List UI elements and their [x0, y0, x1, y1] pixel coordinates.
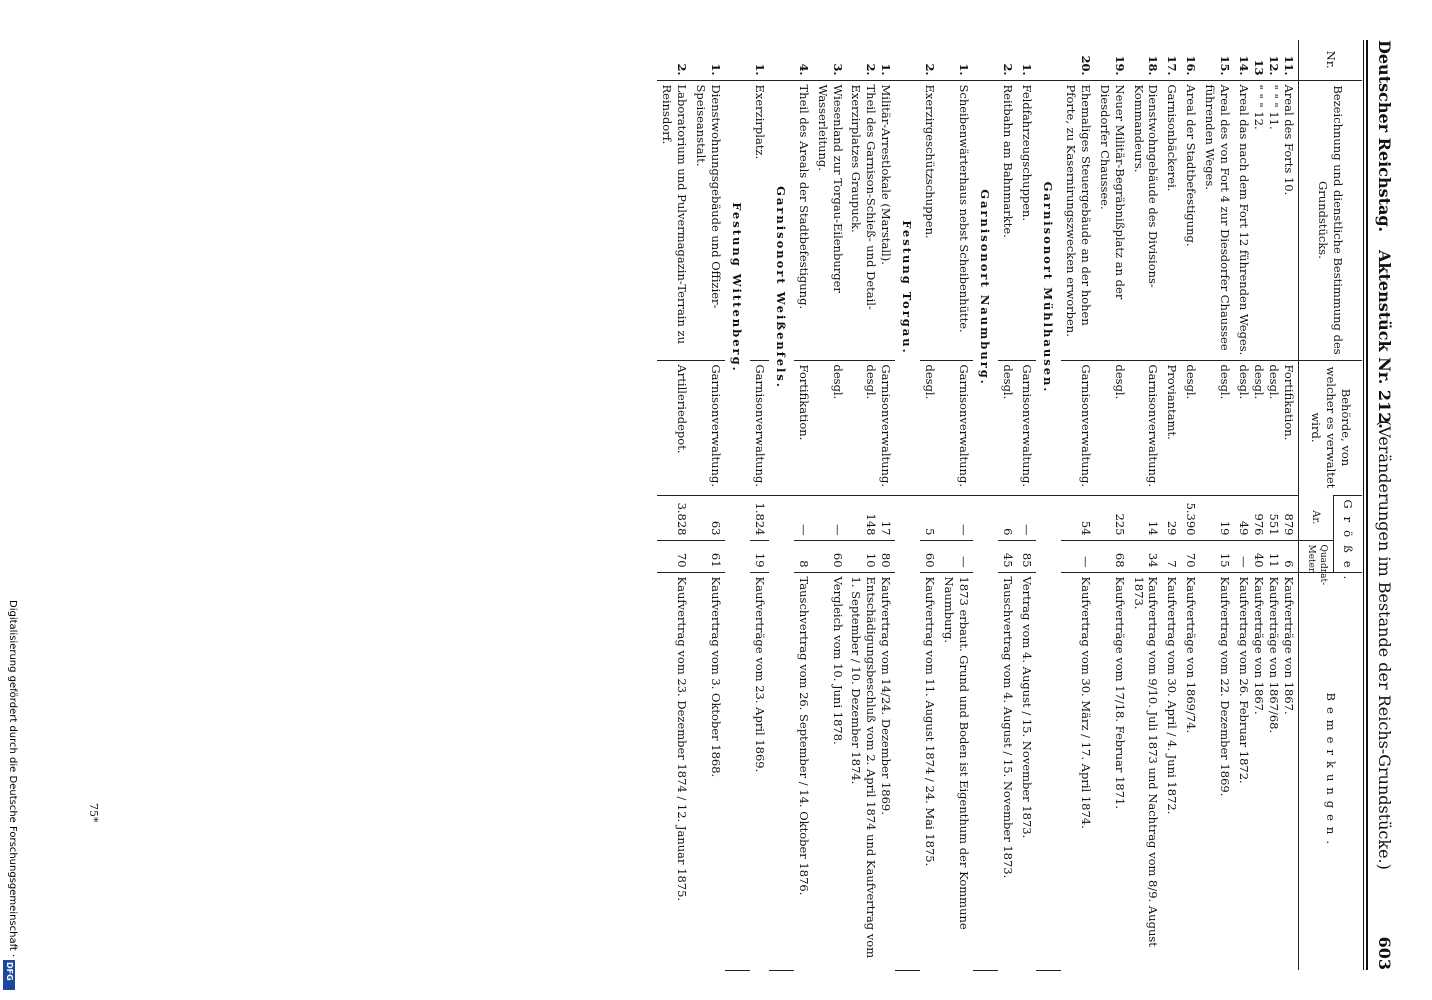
row-number: 20. — [1078, 55, 1093, 76]
table-row — [998, 40, 1017, 970]
table-row — [1200, 40, 1234, 970]
row-authority: desgl. — [1095, 360, 1129, 495]
col-description-header: Bezeichnung und dienstliche Bestimmung des Grundstücks. — [1299, 80, 1363, 360]
header-rule — [1366, 40, 1368, 970]
row-number: 18. — [1146, 55, 1161, 76]
row-remarks: Vertrag vom 4. August / 15. November 1873. — [1017, 572, 1036, 970]
section-row — [1036, 40, 1061, 970]
row-description: Garnisonbäckerei. — [1163, 80, 1182, 360]
row-area-ar: — — [813, 495, 847, 540]
section-spacer — [1036, 495, 1061, 970]
row-authority: Garnisonverwaltung. — [1129, 360, 1163, 495]
row-description: Neuer Militär-Begräbnißplatz an der Diesdorfer Chaussee. — [1095, 80, 1129, 360]
row-description: Theil des Areals der Stadtbefestigung. — [794, 80, 813, 360]
row-description: Areal des von Fort 4 zur Diesdorfer Chaussee führenden Weges. — [1200, 80, 1234, 360]
row-area-sqm: 60 — [920, 540, 939, 572]
table-row — [847, 40, 896, 970]
row-remarks: Kaufvertrag vom 9/10. Juli 1873 und Nachtrag vom 8/9. August 1873. — [1129, 572, 1163, 970]
row-remarks: Kaufverträge von 1869/74. — [1181, 572, 1200, 970]
rotated-document-sheet — [192, 0, 1402, 990]
row-authority: desgl. — [920, 360, 939, 495]
row-area-ar: 19 — [1200, 495, 1234, 540]
row-area-ar: 6 — [998, 495, 1017, 540]
section-title: Garnisonort Mühlhausen. — [1036, 80, 1061, 495]
row-area-sqm: 61 — [691, 540, 725, 572]
section-spacer — [725, 40, 750, 80]
row-number: 1. — [1019, 63, 1034, 76]
row-authority: Garnisonverwaltung. — [939, 360, 973, 495]
row-number: 3. — [830, 63, 845, 76]
section-row — [973, 40, 998, 970]
row-authority: Fortifikation. desgl. desgl. desgl. — [1234, 360, 1298, 495]
table-row — [794, 40, 813, 970]
page-stamp: 75* — [87, 803, 100, 823]
table-row — [1095, 40, 1129, 970]
page-number: 603 — [1375, 936, 1394, 970]
row-remarks: Tauschvertrag vom 4. August / 15. November 1873. — [998, 572, 1017, 970]
row-remarks: Kaufvertrag vom 14/24. Dezember 1869. Entschädigungsbeschluß vom 2. April 1874 und Kaufvertrag vom 1. September / 10. Dezember 1874. — [847, 572, 896, 970]
row-remarks: Kaufvertrag vom 22. Dezember 1869. — [1200, 572, 1234, 970]
row-area-sqm: 19 — [750, 540, 769, 572]
section-spacer — [895, 40, 920, 80]
row-area-ar: 17 148 — [847, 495, 896, 540]
credit-text: Digitalisierung gefördert durch die Deutsche Forschungsgemeinschaft · — [7, 600, 18, 958]
row-area-sqm: 85 — [1017, 540, 1036, 572]
row-number: 2. — [1001, 63, 1015, 76]
row-area-sqm: 15 — [1200, 540, 1234, 572]
row-area-sqm: 80 10 — [847, 540, 896, 572]
row-area-ar: 63 — [691, 495, 725, 540]
row-area-ar: — — [794, 495, 813, 540]
row-area-sqm: 45 — [998, 540, 1017, 572]
section-spacer — [769, 495, 794, 970]
row-number: 1. — [708, 63, 723, 76]
row-area-ar: — — [1017, 495, 1036, 540]
row-number: 19. — [1112, 55, 1127, 76]
section-spacer — [1036, 40, 1061, 80]
table-row — [939, 40, 973, 970]
row-remarks: Kaufverträge von 1867. Kaufverträge von 1867/68. Kaufverträge von 1867. Kaufvertrag vom 26. Februar 1872. — [1234, 572, 1298, 970]
section-title: Garnisonort Naumburg. — [973, 80, 998, 495]
table-row — [657, 40, 691, 970]
row-remarks: 1873 erbaut. Grund und Boden ist Eigenthum der Kommune Naumburg. — [939, 572, 973, 970]
row-authority: desgl. — [998, 360, 1017, 495]
row-area-sqm: 60 — [813, 540, 847, 572]
section-title: Garnisonort Weißenfels. — [769, 80, 794, 495]
row-remarks: Tauschvertrag vom 26. September / 14. Oktober 1876. — [794, 572, 813, 970]
row-authority: Garnisonverwaltung. — [750, 360, 769, 495]
row-remarks: Vergleich vom 10. Juni 1878. — [813, 572, 847, 970]
section-row — [895, 40, 920, 970]
row-area-ar: 3.828 — [657, 495, 691, 540]
table-header — [1299, 40, 1363, 970]
row-area-ar: 225 — [1095, 495, 1129, 540]
dfg-logo — [3, 960, 15, 990]
table-row — [813, 40, 847, 970]
row-remarks: Kaufvertrag vom 30. März / 17. April 1874. — [1061, 572, 1095, 970]
table-row — [691, 40, 725, 970]
row-area-ar: 14 — [1129, 495, 1163, 540]
section-spacer — [973, 495, 998, 970]
document-number: Aktenstück Nr. 212. — [1375, 250, 1394, 429]
row-number: 16. — [1184, 55, 1199, 76]
col-nr-header: Nr. — [1299, 40, 1363, 80]
row-remarks: Kaufverträge vom 17/18. Februar 1871. — [1095, 572, 1129, 970]
table-row — [1061, 40, 1095, 970]
row-authority: desgl. — [1200, 360, 1234, 495]
property-table — [657, 40, 1362, 970]
table-row — [1181, 40, 1200, 970]
publication-title: Deutscher Reichstag. — [1375, 40, 1394, 233]
row-area-ar: 1.824 — [750, 495, 769, 540]
row-authority: Garnisonverwaltung. — [1017, 360, 1036, 495]
row-authority: Artilleriedepot. — [657, 360, 691, 495]
table-row — [920, 40, 939, 970]
col-sqm-unit: Quadrat-Meter. — [1299, 540, 1334, 572]
row-description: Feldfahrzeugschuppen. — [1017, 80, 1036, 360]
row-authority: desgl. — [813, 360, 847, 495]
section-title: Festung Wittenberg. — [725, 80, 750, 495]
row-authority: Garnisonverwaltung. — [1061, 360, 1095, 495]
row-area-sqm: — — [1061, 540, 1095, 572]
row-description: Reitbahn am Bahnmarkte. — [998, 80, 1017, 360]
row-area-ar: 879 551 976 49 — [1234, 495, 1298, 540]
row-area-ar: 5.390 — [1181, 495, 1200, 540]
row-area-sqm: 8 — [794, 540, 813, 572]
col-area-unit: Ar. — [1299, 495, 1334, 540]
table-row — [1163, 40, 1182, 970]
row-remarks: Kaufvertrag vom 3. Oktober 1868. — [691, 572, 725, 970]
row-description: Exerzirgeschützschuppen. — [920, 80, 939, 360]
row-description: Laboratorium und Pulvermagazin-Terrain zu Reinsdorf. — [657, 80, 691, 360]
row-description: Scheibenwärterhaus nebst Scheibenhütte. — [939, 80, 973, 360]
section-title: Festung Torgau. — [895, 80, 920, 495]
row-number: 2. — [675, 63, 690, 76]
table-row — [1234, 40, 1298, 970]
row-authority: Garnisonverwaltung. desgl. — [847, 360, 896, 495]
header-rule-thin — [1363, 40, 1364, 970]
row-number: 4. — [796, 63, 811, 76]
row-description: Militär-Arrestlokale (Marstall). Theil des Garnison-Schieß- und Detail-Exerzirplatzes Graupuck. — [847, 80, 896, 360]
document-subject: (Veränderungen im Bestande der Reichs-Grundstücke.) — [1375, 420, 1394, 870]
col-remarks-header: Bemerkungen. — [1299, 572, 1363, 970]
row-area-ar: 5 — [920, 495, 939, 540]
section-spacer — [895, 495, 920, 970]
row-description: Ehemaliges Steuergebäude an der hohen Pforte, zu Kasernirungszwecken erworben. — [1061, 80, 1095, 360]
dfg-logo-text: DFG — [5, 962, 14, 981]
row-number: 1. 2. — [864, 63, 894, 76]
row-number: 2. — [923, 63, 938, 76]
row-area-sqm: 68 — [1095, 540, 1129, 572]
section-spacer — [769, 40, 794, 80]
row-description: Exerzirplatz. — [750, 80, 769, 360]
col-size-header: Größe. — [1334, 495, 1363, 572]
section-row — [725, 40, 750, 970]
table-row — [1017, 40, 1036, 970]
running-head — [1366, 40, 1394, 970]
row-area-ar: 54 — [1061, 495, 1095, 540]
row-area-sqm: 7 — [1163, 540, 1182, 572]
row-area-sqm: 70 — [657, 540, 691, 572]
row-number: 1. — [752, 63, 767, 76]
col-authority-header: Behörde, von welcher es verwaltet wird. — [1299, 360, 1363, 495]
row-description: Wiesenland zur Torgau-Eilenburger Wasserleitung. — [813, 80, 847, 360]
row-authority: Fortifikation. — [794, 360, 813, 495]
row-area-ar: — — [939, 495, 973, 540]
row-description: Dienstwohngebäude des Divisions-Kommandeurs. — [1129, 80, 1163, 360]
row-area-sqm: 6 11 40 — — [1234, 540, 1298, 572]
section-spacer — [973, 40, 998, 80]
row-area-sqm: — — [939, 540, 973, 572]
row-authority: desgl. — [1181, 360, 1200, 495]
row-description: Areal der Stadtbefestigung. — [1181, 80, 1200, 360]
row-number: 1. — [957, 63, 972, 76]
row-remarks: Kaufvertrag vom 23. Dezember 1874 / 12. Januar 1875. — [657, 572, 691, 970]
section-row — [769, 40, 794, 970]
row-remarks: Kaufverträge vom 23. April 1869. — [750, 572, 769, 970]
row-authority: Proviantamt. — [1163, 360, 1182, 495]
row-number: 11. 12. 13 14. — [1237, 55, 1296, 76]
table-row — [1129, 40, 1163, 970]
table-row — [750, 40, 769, 970]
row-remarks: Kaufvertrag vom 11. August 1874 / 24. Mai 1875. — [920, 572, 939, 970]
row-area-ar: 29 — [1163, 495, 1182, 540]
row-number: 15. — [1218, 55, 1233, 76]
row-description: Dienstwohnungsgebäude und Offizier-Speiseanstalt. — [691, 80, 725, 360]
row-authority: Garnisonverwaltung. — [691, 360, 725, 495]
table-body — [657, 40, 1298, 970]
row-description: Areal des Forts 10. " " " 11. " " " 12. Areal das nach dem Fort 12 führenden Weges. — [1234, 80, 1298, 360]
row-number: 17. — [1165, 55, 1180, 76]
row-remarks: Kaufvertrag vom 30. April / 4. Juni 1872. — [1163, 572, 1182, 970]
row-area-sqm: 34 — [1129, 540, 1163, 572]
digitization-credit — [2, 600, 18, 1000]
row-area-sqm: 70 — [1181, 540, 1200, 572]
section-spacer — [725, 495, 750, 970]
